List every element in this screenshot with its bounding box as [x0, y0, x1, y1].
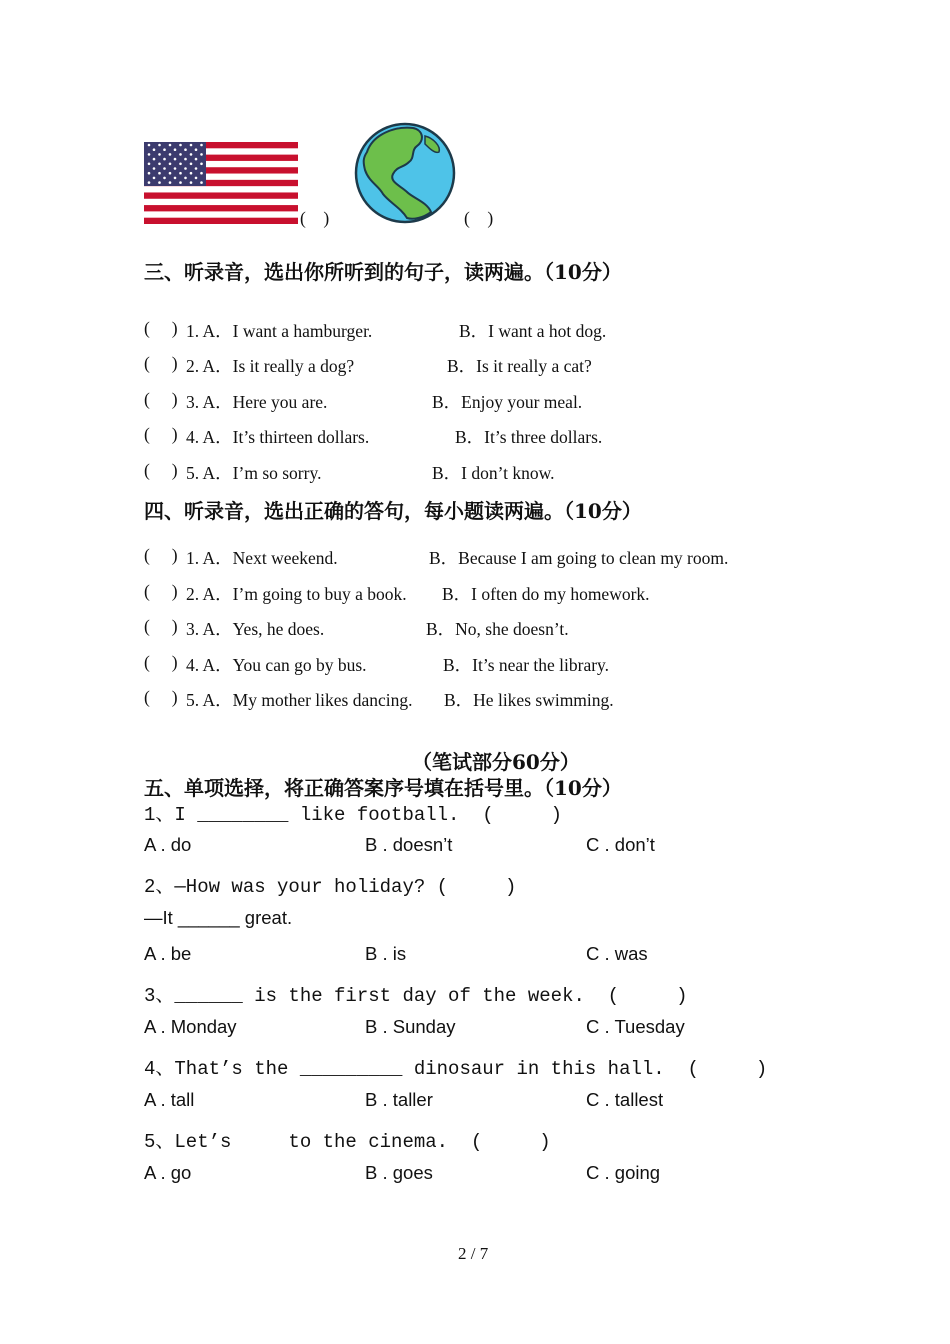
s3-q2-answer-paren[interactable]: ( )	[144, 353, 178, 373]
s5-q5-option-b[interactable]: B . goes	[365, 1162, 433, 1183]
s5-q4-option-b[interactable]: B . taller	[365, 1089, 433, 1110]
s5-q1-option-c[interactable]: C . don’t	[586, 834, 655, 855]
s4-q3-option-b: B．No, she doesn’t.	[426, 619, 569, 639]
earth-globe-icon	[353, 122, 457, 224]
s5-q5-stem: 5、Let’s to the cinema. ( )	[144, 1131, 551, 1153]
s5-q2-stem: 2、—How was your holiday? ( )	[144, 876, 517, 898]
s4-q3-answer-paren[interactable]: ( )	[144, 616, 178, 636]
s3-q3-option-a: 3. A．Here you are.	[186, 392, 328, 412]
s4-q3-option-a: 3. A．Yes, he does.	[186, 619, 325, 639]
s3-q5-option-b: B．I don’t know.	[432, 463, 555, 483]
earth-answer-paren[interactable]: ( )	[464, 208, 494, 228]
written-part-title: （笔试部分60分）	[412, 750, 580, 774]
s4-q1-answer-paren[interactable]: ( )	[144, 545, 178, 565]
s3-q2-option-a: 2. A．Is it really a dog?	[186, 356, 355, 376]
s3-q5-option-a: 5. A．I’m so sorry.	[186, 463, 322, 483]
flag-answer-paren[interactable]: ( )	[300, 208, 330, 228]
s5-q4-option-a[interactable]: A . tall	[144, 1089, 195, 1110]
page-number: 2 / 7	[458, 1244, 489, 1263]
s3-q4-option-a: 4. A．It’s thirteen dollars.	[186, 427, 370, 447]
s4-q5-answer-paren[interactable]: ( )	[144, 687, 178, 707]
s3-q5-answer-paren[interactable]: ( )	[144, 460, 178, 480]
s3-q4-answer-paren[interactable]: ( )	[144, 424, 178, 444]
usa-flag-icon	[144, 142, 298, 224]
s3-q1-option-b: B．I want a hot dog.	[459, 321, 607, 341]
s3-q4-option-b: B．It’s three dollars.	[455, 427, 603, 447]
section-4-heading: 四、听录音，选出正确的答句，每小题读两遍。（10分）	[144, 499, 642, 523]
s5-q2-option-b[interactable]: B . is	[365, 943, 407, 964]
s4-q2-option-b: B．I often do my homework.	[442, 584, 650, 604]
s4-q4-answer-paren[interactable]: ( )	[144, 652, 178, 672]
s5-q2-stem-line2: —It ______ great.	[144, 907, 293, 928]
s3-q3-option-b: B．Enjoy your meal.	[432, 392, 583, 412]
s4-q2-option-a: 2. A．I’m going to buy a book.	[186, 584, 407, 604]
section-3-heading: 三、听录音，选出你所听到的句子，读两遍。（10分）	[144, 260, 622, 284]
s4-q4-option-b: B．It’s near the library.	[443, 655, 610, 675]
s4-q5-option-b: B．He likes swimming.	[444, 690, 614, 710]
s5-q2-option-c[interactable]: C . was	[586, 943, 648, 964]
s4-q5-option-a: 5. A．My mother likes dancing.	[186, 690, 413, 710]
s5-q1-option-a[interactable]: A . do	[144, 834, 192, 855]
s4-q1-option-b: B．Because I am going to clean my room.	[429, 548, 729, 568]
section-5-heading: 五、单项选择，将正确答案序号填在括号里。（10分）	[144, 776, 622, 800]
s5-q5-option-c[interactable]: C . going	[586, 1162, 661, 1183]
s5-q1-stem: 1、I ________ like football. ( )	[144, 804, 563, 826]
s5-q3-option-a[interactable]: A . Monday	[144, 1016, 237, 1037]
s3-q1-option-a: 1. A．I want a hamburger.	[186, 321, 373, 341]
s5-q3-stem: 3、______ is the first day of the week. ( )	[144, 985, 688, 1007]
s5-q1-option-b[interactable]: B . doesn’t	[365, 834, 453, 855]
s3-q1-answer-paren[interactable]: ( )	[144, 318, 178, 338]
s5-q4-stem: 4、That’s the _________ dinosaur in this hall. ( )	[144, 1058, 768, 1080]
s5-q4-option-c[interactable]: C . tallest	[586, 1089, 664, 1110]
s4-q2-answer-paren[interactable]: ( )	[144, 581, 178, 601]
s5-q5-option-a[interactable]: A . go	[144, 1162, 192, 1183]
s5-q3-option-b[interactable]: B . Sunday	[365, 1016, 456, 1037]
s3-q3-answer-paren[interactable]: ( )	[144, 389, 178, 409]
s4-q4-option-a: 4. A．You can go by bus.	[186, 655, 367, 675]
s3-q2-option-b: B．Is it really a cat?	[447, 356, 592, 376]
s5-q3-option-c[interactable]: C . Tuesday	[586, 1016, 685, 1037]
s5-q2-option-a[interactable]: A . be	[144, 943, 192, 964]
s4-q1-option-a: 1. A．Next weekend.	[186, 548, 338, 568]
